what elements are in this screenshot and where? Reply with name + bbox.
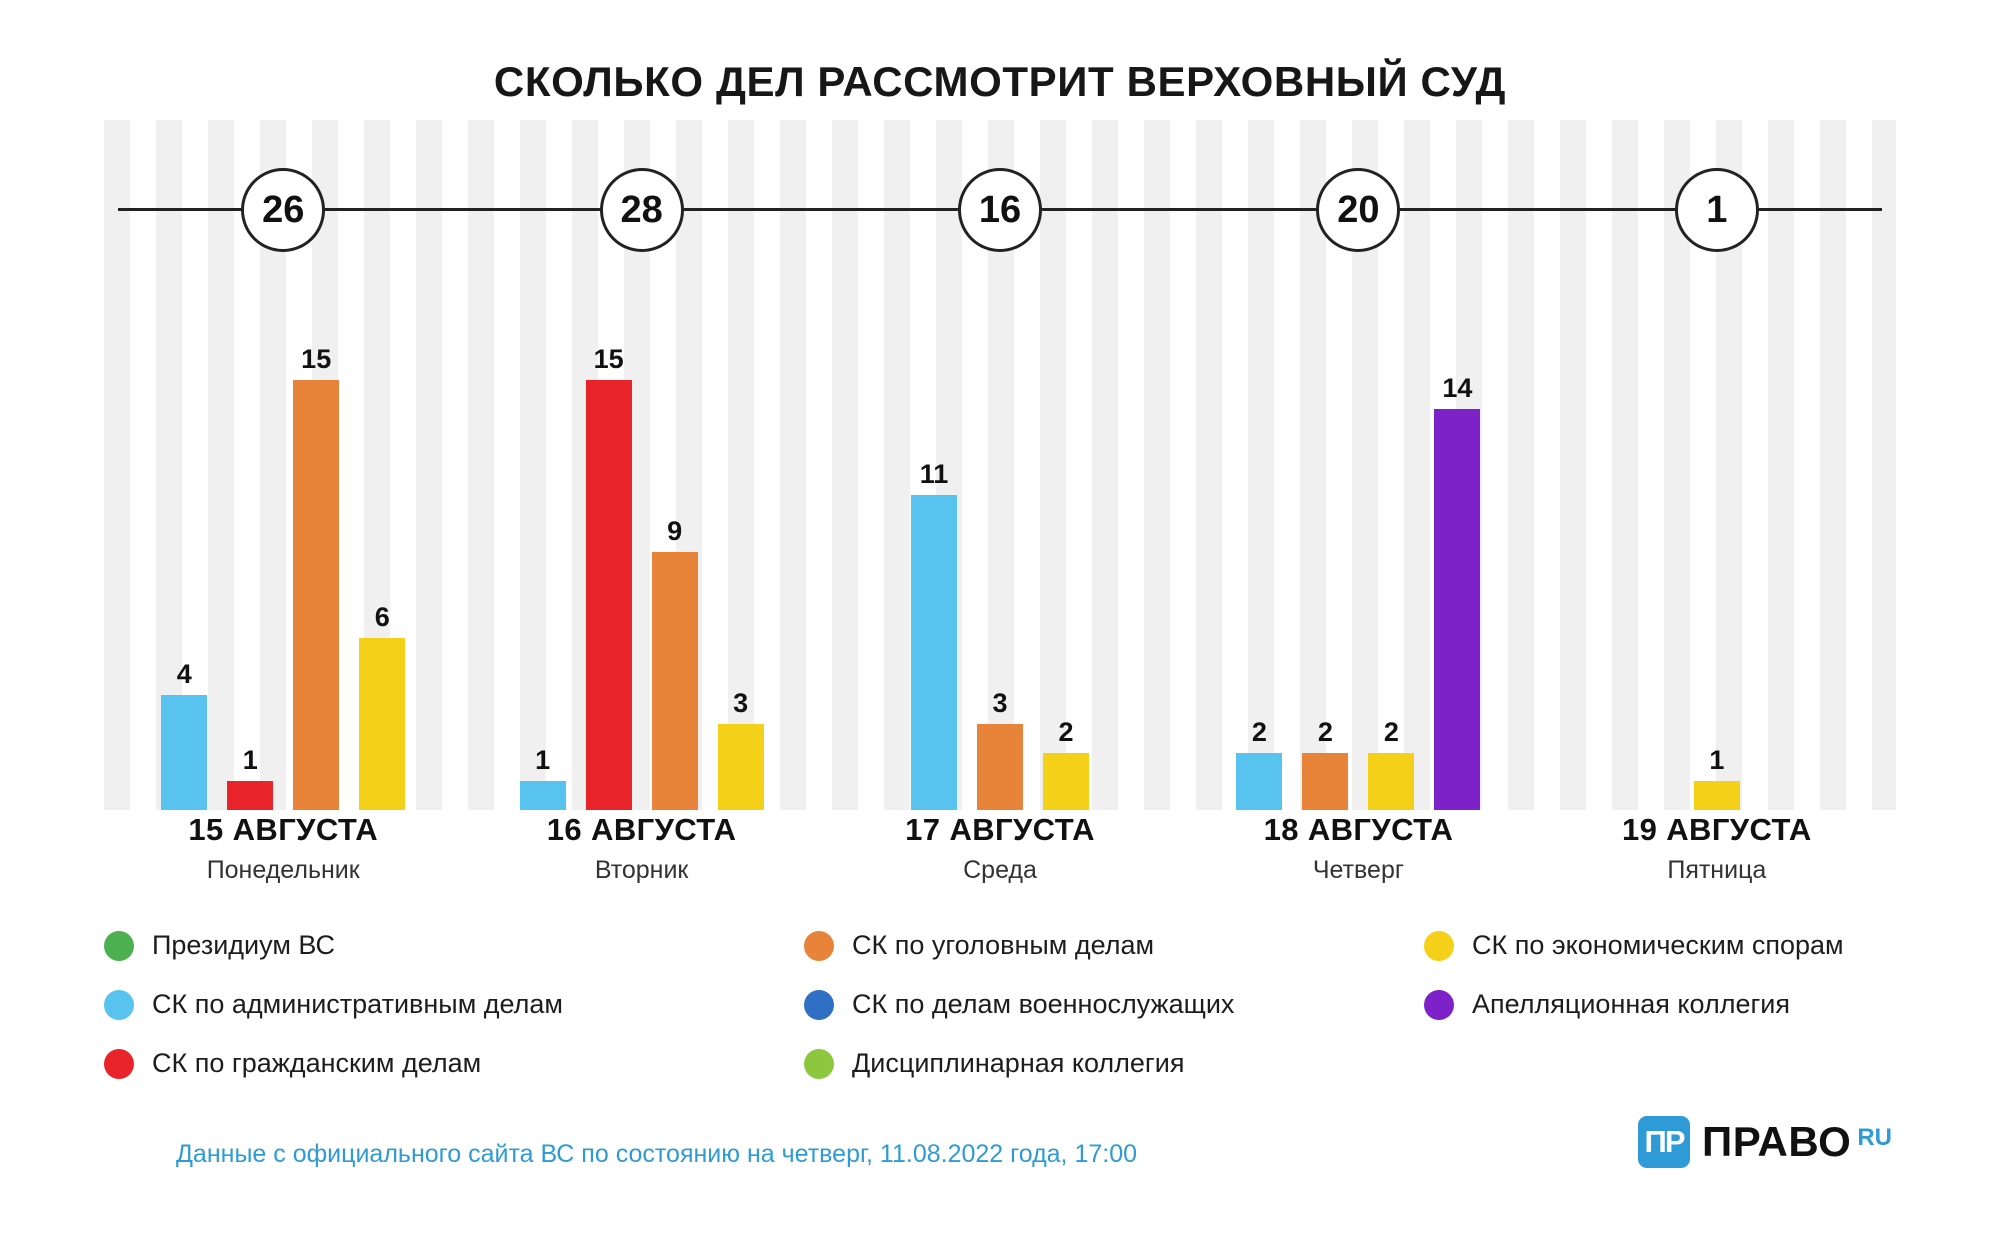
bar-value-label: 4 bbox=[176, 659, 192, 690]
legend-item bbox=[104, 930, 804, 961]
legend-label: Дисциплинарная коллегия bbox=[852, 1048, 1185, 1078]
bar bbox=[1368, 753, 1414, 810]
bar-value-label: 15 bbox=[301, 344, 332, 374]
bar-group bbox=[161, 262, 207, 810]
bar bbox=[1236, 753, 1282, 810]
bar-value-label: 15 bbox=[593, 344, 624, 374]
day-total-cell bbox=[104, 164, 462, 256]
day-total-badge: 28 bbox=[600, 168, 684, 252]
legend-label: СК по уголовным делам bbox=[852, 930, 1155, 960]
page-title: СКОЛЬКО ДЕЛ РАССМОТРИТ ВЕРХОВНЫЙ СУД bbox=[493, 58, 1507, 105]
bar bbox=[359, 638, 405, 810]
bar-group bbox=[1043, 262, 1089, 810]
bar-value-label: 1 bbox=[535, 745, 551, 776]
day-weekday-label: Четверг bbox=[1312, 856, 1404, 884]
day-caption bbox=[462, 812, 820, 904]
bar-group bbox=[1236, 262, 1282, 810]
day-total-badge: 16 bbox=[958, 168, 1042, 252]
day-date-label: 15 АВГУСТА bbox=[188, 812, 379, 847]
legend-item bbox=[1424, 930, 1896, 961]
day-weekday-label: Среда bbox=[963, 856, 1037, 884]
brand-suffix: RU bbox=[1857, 1124, 1892, 1151]
day-total-cell bbox=[1538, 164, 1896, 256]
bar bbox=[586, 380, 632, 810]
bar-value-label: 9 bbox=[667, 516, 683, 546]
bar-chart-plot bbox=[104, 262, 1896, 810]
day-weekday-label: Вторник bbox=[594, 856, 689, 884]
source-note: Данные с официального сайта ВС по состоянию на четверг, 11.08.2022 года, 17:00 bbox=[176, 1140, 1138, 1168]
bar bbox=[293, 380, 339, 810]
bar-group bbox=[1368, 262, 1414, 810]
bar-value-label: 11 bbox=[919, 458, 949, 489]
legend-label: Президиум ВС bbox=[152, 930, 336, 960]
legend-item bbox=[1424, 989, 1896, 1020]
day-total-cell bbox=[462, 164, 820, 256]
legend-color-dot bbox=[104, 1049, 134, 1079]
bar-value-label: 14 bbox=[1442, 372, 1473, 403]
bar-value-label: 3 bbox=[733, 688, 749, 718]
day-column bbox=[821, 262, 1179, 810]
bar bbox=[718, 724, 764, 810]
bar-group bbox=[1302, 262, 1348, 810]
bar bbox=[1043, 753, 1089, 810]
legend-color-dot bbox=[804, 1049, 834, 1079]
bar-value-label: 1 bbox=[1709, 745, 1725, 776]
day-date-label: 18 АВГУСТА bbox=[1263, 812, 1454, 847]
legend-item bbox=[804, 989, 1424, 1020]
bar-value-label: 2 bbox=[1251, 716, 1267, 747]
bar-group bbox=[227, 262, 273, 810]
bar-value-label: 2 bbox=[1317, 716, 1333, 747]
day-caption bbox=[104, 812, 462, 904]
bar bbox=[1302, 753, 1348, 810]
brand-mark-icon: ПР bbox=[1638, 1116, 1690, 1168]
bar bbox=[227, 781, 273, 810]
legend-color-dot bbox=[1424, 990, 1454, 1020]
bar-group bbox=[1694, 262, 1740, 810]
bar bbox=[977, 724, 1023, 810]
day-caption bbox=[1179, 812, 1537, 904]
day-total-badge: 26 bbox=[241, 168, 325, 252]
day-total-cell bbox=[1179, 164, 1537, 256]
day-weekday-label: Пятница bbox=[1667, 856, 1767, 884]
legend-color-dot bbox=[104, 931, 134, 961]
bar bbox=[1694, 781, 1740, 810]
bar bbox=[652, 552, 698, 810]
day-captions-row bbox=[104, 812, 1896, 904]
legend-label: СК по экономическим спорам bbox=[1472, 930, 1844, 960]
bar bbox=[520, 781, 566, 810]
bar-group bbox=[1434, 262, 1480, 810]
day-caption bbox=[1538, 812, 1896, 904]
bar-group bbox=[652, 262, 698, 810]
brand-name: ПРАВО bbox=[1702, 1118, 1852, 1165]
bar-value-label: 2 bbox=[1058, 716, 1074, 747]
chart-legend bbox=[104, 930, 1896, 1079]
bar-group bbox=[293, 262, 339, 810]
bar-group bbox=[718, 262, 764, 810]
day-column bbox=[104, 262, 462, 810]
legend-color-dot bbox=[804, 990, 834, 1020]
day-date-label: 16 АВГУСТА bbox=[546, 812, 737, 847]
bar-group bbox=[520, 262, 566, 810]
bar-value-label: 1 bbox=[242, 745, 258, 776]
bar-group bbox=[586, 262, 632, 810]
bar-group bbox=[359, 262, 405, 810]
day-total-badge: 1 bbox=[1675, 168, 1759, 252]
day-total-cell bbox=[821, 164, 1179, 256]
day-column bbox=[1179, 262, 1537, 810]
legend-item bbox=[104, 1048, 804, 1079]
day-weekday-label: Понедельник bbox=[206, 856, 360, 884]
legend-label: СК по гражданским делам bbox=[152, 1048, 482, 1078]
legend-item bbox=[804, 1048, 1424, 1079]
legend-color-dot bbox=[804, 931, 834, 961]
bar-value-label: 3 bbox=[992, 688, 1008, 718]
day-date-label: 17 АВГУСТА bbox=[905, 812, 1095, 847]
bar bbox=[1434, 409, 1480, 810]
day-column bbox=[1538, 262, 1896, 810]
bar-group bbox=[977, 262, 1023, 810]
bar-value-label: 2 bbox=[1383, 716, 1399, 747]
legend-color-dot bbox=[104, 990, 134, 1020]
legend-item bbox=[804, 930, 1424, 961]
legend-color-dot bbox=[1424, 931, 1454, 961]
legend-label: Апелляционная коллегия bbox=[1472, 989, 1791, 1019]
bar bbox=[911, 495, 957, 810]
day-caption bbox=[821, 812, 1179, 904]
day-column bbox=[462, 262, 820, 810]
bar bbox=[161, 695, 207, 810]
legend-label: СК по административным делам bbox=[152, 989, 563, 1019]
legend-item bbox=[104, 989, 804, 1020]
legend-label: СК по делам военнослужащих bbox=[852, 989, 1235, 1019]
brand-logo bbox=[1638, 1116, 1892, 1168]
bar-group bbox=[911, 262, 957, 810]
bar-value-label: 6 bbox=[374, 602, 390, 632]
day-date-label: 19 АВГУСТА bbox=[1621, 812, 1812, 847]
daily-totals-row bbox=[104, 164, 1896, 256]
day-total-badge: 20 bbox=[1316, 168, 1400, 252]
